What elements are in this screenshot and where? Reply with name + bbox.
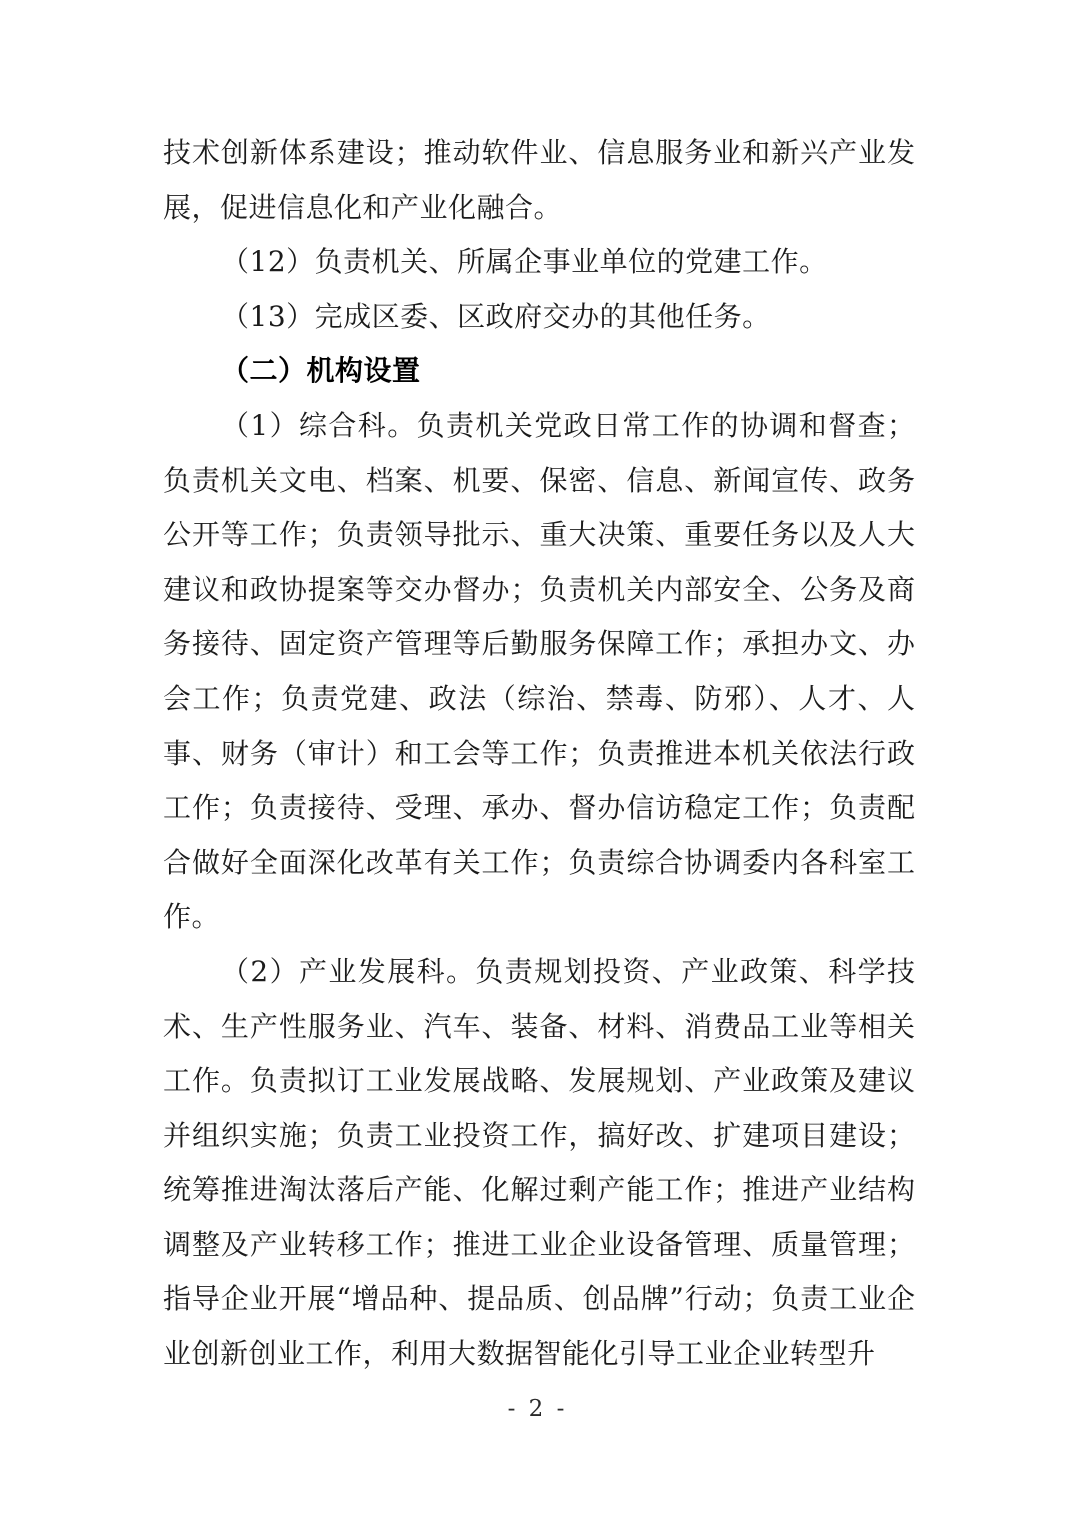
text-line: 事、财务（审计）和工会等工作；负责推进本机关依法行政 (163, 736, 915, 770)
text-line: 展，促进信息化和产业化融合。 (163, 190, 563, 224)
text-line: 工作。负责拟订工业发展战略、发展规划、产业政策及建议 (163, 1064, 915, 1098)
text-line: 务接待、固定资产管理等后勤服务保障工作；承担办文、办 (163, 627, 915, 661)
text-line: 建议和政协提案等交办督办；负责机关内部安全、公务及商 (163, 572, 915, 606)
text-line: （13）完成区委、区政府交办的其他任务。 (221, 299, 771, 333)
text-line: 合做好全面深化改革有关工作；负责综合协调委内各科室工 (163, 845, 915, 879)
text-line: 指导企业开展“增品种、提品质、创品牌”行动；负责工业企 (163, 1282, 915, 1316)
text-line: （2）产业发展科。负责规划投资、产业政策、科学技 (221, 954, 915, 988)
text-line: 并组织实施；负责工业投资工作，搞好改、扩建项目建设； (163, 1118, 915, 1152)
text-line: 统筹推进淘汰落后产能、化解过剩产能工作；推进产业结构 (163, 1173, 915, 1207)
text-line: 会工作；负责党建、政法（综治、禁毒、防邪）、人才、人 (163, 681, 915, 715)
text-line: 术、生产性服务业、汽车、装备、材料、消费品工业等相关 (163, 1009, 915, 1043)
page-number: - 2 - (507, 1396, 568, 1422)
text-line: 业创新创业工作，利用大数据智能化引导工业企业转型升 (163, 1337, 876, 1371)
text-line: 工作；负责接待、受理、承办、督办信访稳定工作；负责配 (163, 791, 915, 825)
text-line: （1）综合科。负责机关党政日常工作的协调和督查； (221, 408, 915, 442)
text-line: （12）负责机关、所属企事业单位的党建工作。 (221, 245, 828, 279)
section-heading: （二）机构设置 (221, 354, 421, 388)
text-line: 技术创新体系建设；推动软件业、信息服务业和新兴产业发 (163, 136, 915, 169)
text-line: 作。 (163, 900, 221, 934)
document-body (163, 126, 915, 1382)
text-line: 公开等工作；负责领导批示、重大决策、重要任务以及人大 (163, 518, 915, 552)
text-line: 调整及产业转移工作；推进工业企业设备管理、质量管理； (163, 1227, 915, 1261)
text-line: 负责机关文电、档案、机要、保密、信息、新闻宣传、政务 (163, 463, 915, 497)
